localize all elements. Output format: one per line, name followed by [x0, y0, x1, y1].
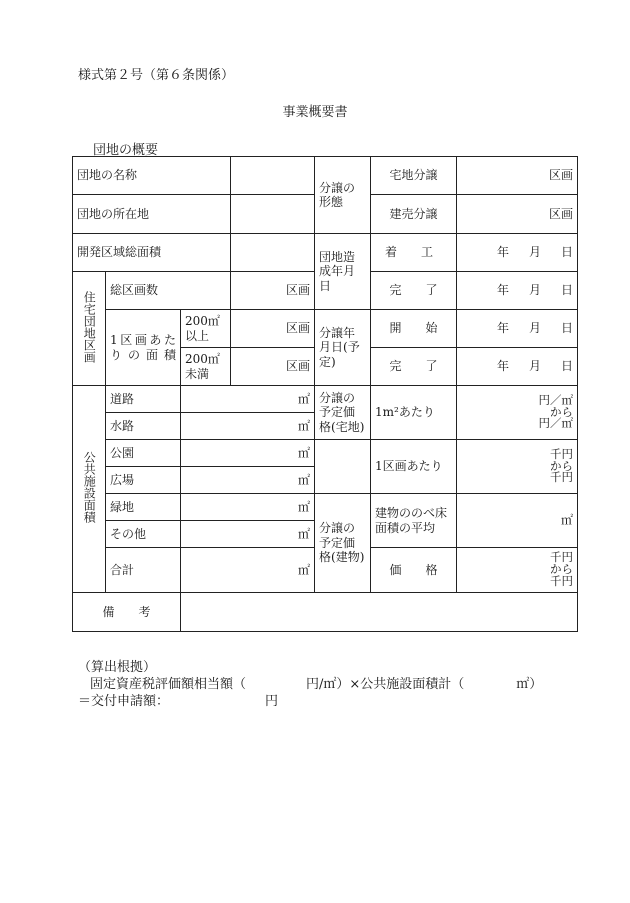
size-under-label: 200㎡未満 — [181, 348, 231, 386]
building-price-range: から — [550, 562, 574, 577]
per-sqm-range: から — [550, 404, 574, 419]
residential-lot-group-text: 住宅団地区画 — [82, 290, 97, 363]
month-unit: 月 — [528, 359, 541, 374]
year-unit: 年 — [496, 283, 509, 298]
construction-start-date[interactable] — [457, 234, 578, 272]
remarks-label: 備 考 — [73, 593, 181, 632]
per-lot-price-value[interactable] — [457, 440, 578, 494]
document-title: 事業概要書 — [282, 105, 348, 120]
request-part-b: 円 — [265, 694, 279, 709]
basis-label: （算出根拠） — [78, 660, 157, 675]
formula-part-c: ㎡） — [516, 677, 543, 692]
public-total-label: 合計 — [106, 548, 181, 593]
public-item-plaza: 広場 — [106, 467, 181, 494]
size-over-label: 200㎡以上 — [181, 310, 231, 348]
public-total-value[interactable] — [181, 548, 315, 593]
per-lot-max-unit: 千円 — [550, 470, 574, 485]
size-under-value[interactable] — [231, 348, 315, 386]
construction-start-label — [371, 234, 457, 272]
estate-location-label: 団地の所在地 — [73, 195, 231, 234]
estate-location-value[interactable] — [231, 195, 315, 234]
green-area-value[interactable] — [181, 494, 315, 521]
lot-unit: 区画 — [549, 206, 574, 221]
estate-name-value[interactable] — [231, 157, 315, 195]
size-over-value[interactable] — [231, 310, 315, 348]
public-area-group-label — [73, 386, 106, 593]
dev-area-label: 開発区域総面積 — [73, 234, 231, 272]
sale-date-label: 分譲年月日(予定) — [315, 310, 371, 386]
plaza-area-value[interactable] — [181, 467, 315, 494]
park-area-value[interactable] — [181, 440, 315, 467]
month-unit: 月 — [528, 245, 541, 260]
sqm-unit: ㎡ — [298, 472, 311, 487]
sale-start-label: 開 始 — [371, 310, 457, 348]
per-lot-area-label: 1区画あたりの面積 — [106, 310, 181, 386]
public-item-green: 緑地 — [106, 494, 181, 521]
estate-name-label: 団地の名称 — [73, 157, 231, 195]
per-sqm-max-unit: 円／㎡ — [538, 416, 574, 431]
built-sale-label: 建売分譲 — [371, 195, 457, 234]
public-item-park: 公園 — [106, 440, 181, 467]
year-unit: 年 — [496, 245, 509, 260]
lot-unit: 区画 — [286, 321, 311, 336]
day-unit: 日 — [561, 321, 574, 336]
month-unit: 月 — [528, 321, 541, 336]
formula-part-b: 円/㎡）×公共施設面積計（ — [306, 677, 465, 692]
lot-unit: 区画 — [286, 283, 311, 298]
per-sqm-label: 1m²あたり — [371, 386, 457, 440]
year-unit: 年 — [496, 321, 509, 336]
lot-unit: 区画 — [549, 168, 574, 183]
build-date-label: 団地造成年月日 — [315, 234, 371, 310]
day-unit: 日 — [561, 245, 574, 260]
request-line — [78, 690, 278, 709]
per-lot-price-label: 1区画あたり — [371, 440, 457, 494]
avg-floor-value[interactable] — [457, 494, 578, 548]
sqm-unit: ㎡ — [298, 499, 311, 514]
overview-table — [72, 156, 578, 632]
request-part-a: ＝交付申請額： — [78, 694, 170, 709]
year-unit: 年 — [496, 359, 509, 374]
waterway-area-value[interactable] — [181, 413, 315, 440]
construction-start-text: 着 工 — [385, 245, 434, 260]
land-price-label: 分譲の予定価格(宅地) — [315, 386, 371, 440]
land-price-label-cont — [315, 440, 371, 494]
sqm-unit: ㎡ — [298, 445, 311, 460]
sqm-unit: ㎡ — [298, 418, 311, 433]
public-item-other: その他 — [106, 521, 181, 548]
per-sqm-min-unit: 円／㎡ — [538, 392, 574, 407]
avg-floor-label: 建物ののべ床面積の平均 — [371, 494, 457, 548]
form-number: 様式第２号（第６条関係） — [78, 68, 235, 83]
residential-lot-group-label — [73, 272, 106, 386]
sqm-unit: ㎡ — [298, 562, 311, 577]
public-item-road: 道路 — [106, 386, 181, 413]
building-price-value[interactable] — [457, 548, 578, 593]
formula-part-a: 固定資産税評価額相当額（ — [90, 677, 247, 692]
per-sqm-value[interactable] — [457, 386, 578, 440]
building-price-min-unit: 千円 — [550, 550, 574, 565]
total-lots-value[interactable] — [231, 272, 315, 310]
building-price-item-label: 価 格 — [371, 548, 457, 593]
total-lots-label: 総区画数 — [106, 272, 231, 310]
building-price-max-unit: 千円 — [550, 573, 574, 588]
land-sale-label: 宅地分譲 — [371, 157, 457, 195]
other-area-value[interactable] — [181, 521, 315, 548]
month-unit: 月 — [528, 283, 541, 298]
section-title: 団地の概要 — [93, 143, 159, 158]
public-item-waterway: 水路 — [106, 413, 181, 440]
public-area-group-text: 公共施設面積 — [82, 451, 97, 524]
lot-unit: 区画 — [286, 359, 311, 374]
sqm-unit: ㎡ — [298, 391, 311, 406]
day-unit: 日 — [561, 359, 574, 374]
land-sale-value[interactable] — [457, 157, 578, 195]
road-area-value[interactable] — [181, 386, 315, 413]
remarks-value[interactable] — [181, 593, 578, 632]
sale-form-label: 分譲の形態 — [315, 157, 371, 234]
built-sale-value[interactable] — [457, 195, 578, 234]
per-lot-range: から — [550, 458, 574, 473]
building-price-label: 分譲の予定価格(建物) — [315, 494, 371, 593]
sale-end-label: 完 了 — [371, 348, 457, 386]
sale-end-date[interactable] — [457, 348, 578, 386]
per-lot-min-unit: 千円 — [550, 446, 574, 461]
dev-area-value[interactable] — [231, 234, 315, 272]
construction-end-label: 完 了 — [371, 272, 457, 310]
day-unit: 日 — [561, 283, 574, 298]
sqm-unit: ㎡ — [561, 513, 574, 528]
sale-start-date[interactable] — [457, 310, 578, 348]
construction-end-date[interactable] — [457, 272, 578, 310]
sqm-unit: ㎡ — [298, 526, 311, 541]
